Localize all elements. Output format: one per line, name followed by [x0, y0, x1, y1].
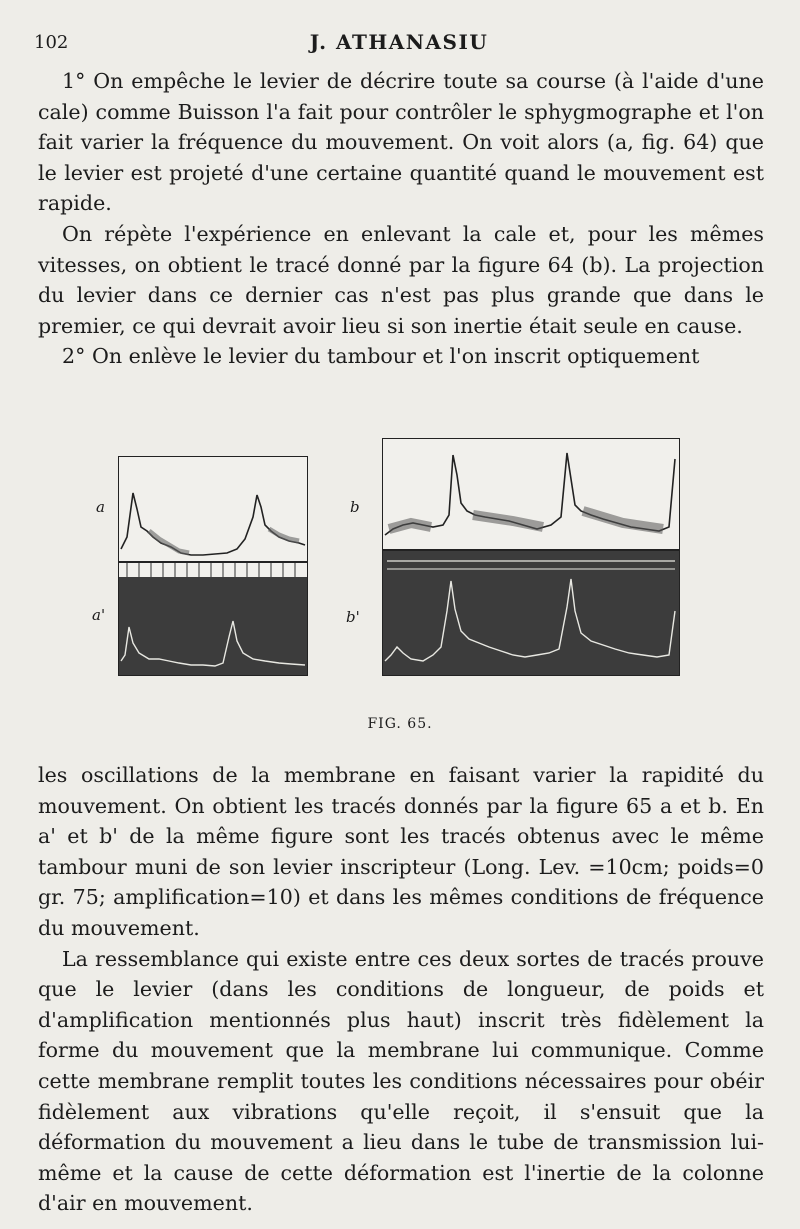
trace-a-curve [119, 457, 307, 561]
paragraph-2: On répète l'expérience en enlevant la cale et, pour les mêmes vitesses, on obtient le tracé donné par la figure 64 (b). La projection du levier dans ce dernier cas n'est pas plus grande que dans le premier, ce qui devrait avoir lieu si son inertie était seule en cause. [38, 221, 764, 338]
trace-a-prime-curve [119, 563, 307, 675]
text-block-bottom [38, 760, 764, 1219]
paragraph-3: 2° On enlève le levier du tambour et l'on inscrit optiquement [62, 344, 700, 369]
paragraph-4: les oscillations de la membrane en faisant varier la rapidité du mouvement. On obtient les tracés donnés par la figure 65 a et b. En a' et b' de la même figure sont les tracés obtenus avec le même tambour muni de son levier inscripteur (Long. Lev. =10cm; poids=0 gr. 75; amplification=10) et dans les mêmes conditions de fréquence du mouvement. [38, 763, 764, 940]
figure-65 [92, 438, 700, 738]
paragraph-1: 1° On empêche le levier de décrire toute sa course (à l'aide d'une cale) comme Buisson l'a fait pour contrôler le sphygmographe et l'on fait varier la fréquence du mouvement. On voit alors (a, fig. 64) que le levier est projeté d'une certaine quantité quand le mouvement est rapide. [38, 69, 764, 216]
label-b-prime: b' [346, 608, 360, 626]
trace-panel-b-prime [382, 550, 680, 676]
text-block-top [38, 66, 764, 372]
trace-panel-a [118, 456, 308, 562]
label-b: b [350, 498, 360, 516]
trace-panel-a-prime [118, 562, 308, 676]
page-header [34, 28, 764, 58]
running-head: J. ATHANASIU [309, 30, 489, 54]
page-number: 102 [34, 32, 69, 53]
label-a-prime: a' [92, 606, 106, 624]
figure-caption: FIG. 65. [367, 716, 433, 732]
trace-b-prime-curve [383, 551, 679, 675]
label-a: a [96, 498, 105, 516]
trace-b-curve [383, 439, 679, 549]
paragraph-5: La ressemblance qui existe entre ces deux sortes de tracés prouve que le levier (dans les conditions de longueur, de poids et d'amplification mentionnés plus haut) inscrit très fidèlement la forme du mouvement que la membrane lui communique. Comme cette membrane remplit toutes les conditions nécessaires pour obéir fidèlement aux vibrations qu'elle reçoit, il s'ensuit que la déformation du mouvement a lieu dans le tube de transmission lui-même et la cause de cette déformation est l'inertie de la colonne d'air en mouvement. [38, 946, 764, 1216]
trace-panel-b [382, 438, 680, 550]
